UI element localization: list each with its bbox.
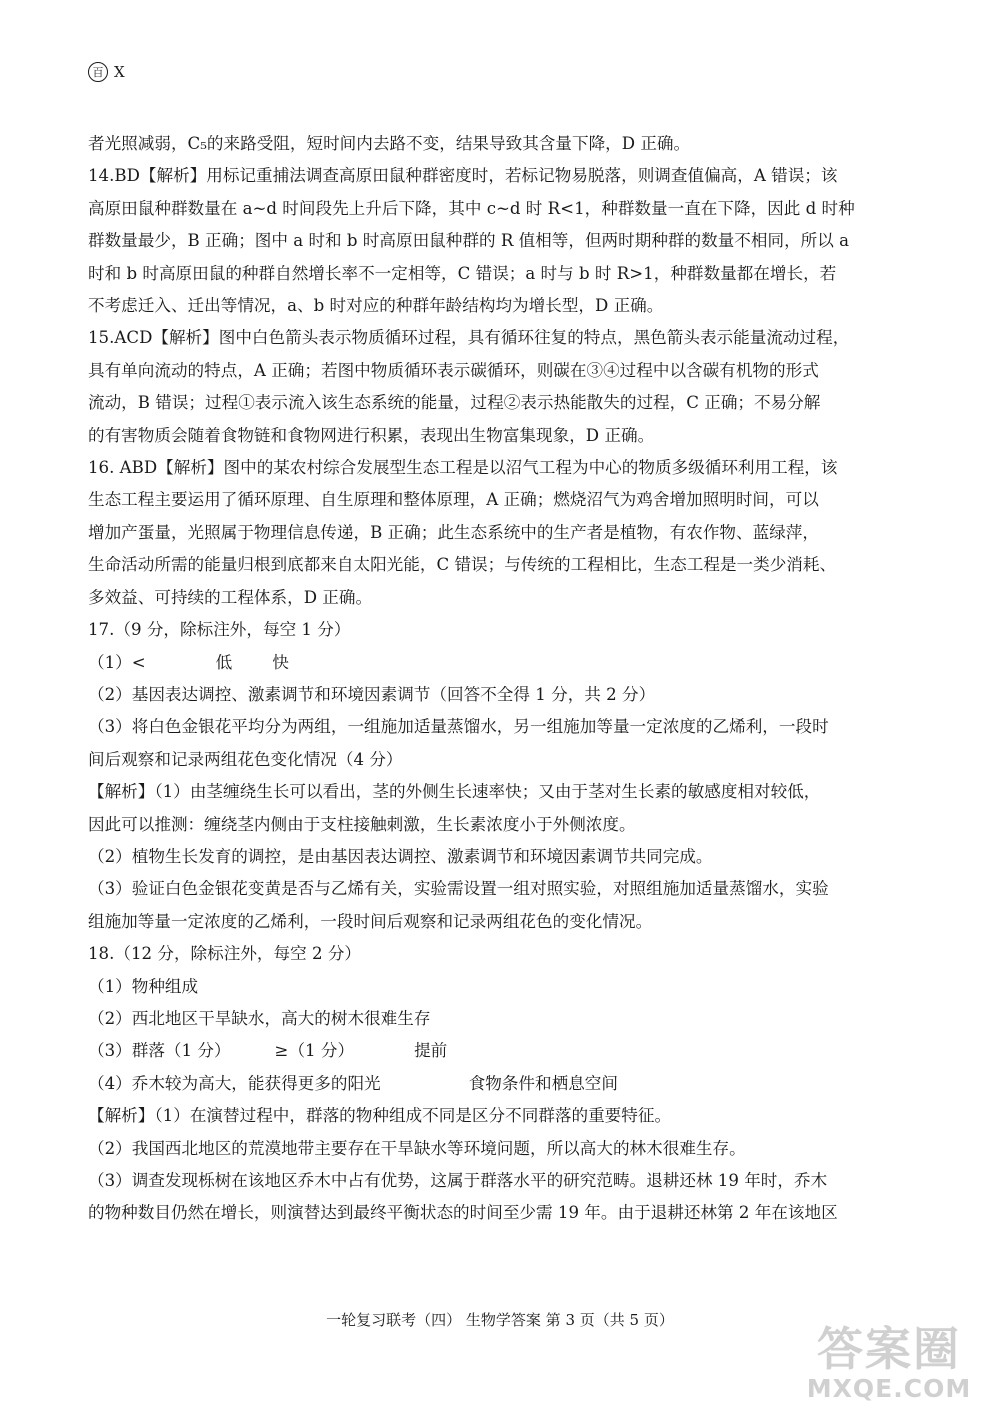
answer-line: （2）基因表达调控、激素调节和环境因素调节（回答不全得 1 分，共 2 分）	[88, 684, 656, 704]
answer-line	[88, 647, 914, 679]
answer-line	[88, 1068, 914, 1100]
watermark-main: 答案圈	[817, 1322, 961, 1376]
answer-part: （4）乔木较为高大，能获得更多的阳光	[88, 1073, 381, 1093]
explanation-line: （2）植物生长发育的调控，是由基因表达调控、激素调节和环境因素调节共同完成。	[88, 846, 713, 866]
text-line: 增加产蛋量，光照属于物理信息传递，B 正确；此生态系统中的生产者是植物，有农作物、蓝绿萍，	[88, 522, 819, 542]
answer-line: （3）将白色金银花平均分为两组，一组施加适量蒸馏水，另一组施加等量一定浓度的乙烯利，一段时	[88, 717, 829, 737]
text-line: 流动，B 错误；过程①表示流入该生态系统的能量，过程②表示热能散失的过程，C 正确；不易分解	[88, 393, 821, 413]
text-line: 不考虑迁入、迁出等情况，a、b 时对应的种群年龄结构均为增长型，D 正确。	[88, 296, 664, 316]
text-line: 高原田鼠种群数量在 a~d 时间段先上升后下降，其中 c~d 时 R<1，种群数量一直在下降，因此 d 时种	[88, 198, 855, 218]
answer-line	[88, 1035, 914, 1067]
explanation-line: 【解析】（1）在演替过程中，群落的物种组成不同是区分不同群落的重要特征。	[88, 1106, 672, 1126]
text-line: 者光照减弱，C₅的来路受阻，短时间内去路不变，结果导致其含量下降，D 正确。	[88, 134, 691, 153]
text-line: 生命活动所需的能量归根到底都来自太阳光能，C 错误；与传统的工程相比，生态工程是一类少消耗、	[88, 555, 837, 575]
text-line: 14.BD【解析】用标记重捕法调查高原田鼠种群密度时，若标记物易脱落，则调查值偏高，A 错误；该	[88, 166, 838, 186]
watermark-sub: MXQE.COM	[806, 1374, 972, 1403]
answer-part: 快	[272, 652, 289, 672]
page-header	[88, 62, 125, 82]
text-line: 16. ABD【解析】图中的某农村综合发展型生态工程是以沼气工程为中心的物质多级循环利用工程，该	[88, 458, 838, 478]
watermark-logo	[804, 1318, 974, 1408]
answer-part: 食物条件和栖息空间	[468, 1073, 618, 1093]
answer-part: 提前	[414, 1041, 448, 1061]
question-heading: 17.（9 分，除标注外，每空 1 分）	[88, 620, 351, 640]
explanation-line: （3）验证白色金银花变黄是否与乙烯有关，实验需设置一组对照实验，对照组施加适量蒸馏水，实验	[88, 879, 829, 899]
page-footer: 一轮复习联考（四） 生物学答案 第 3 页（共 5 页）	[326, 1311, 674, 1329]
explanation-line: （3）调查发现栎树在该地区乔木中占有优势，这属于群落水平的研究范畴。退耕还林 19 年时，乔木	[88, 1171, 828, 1190]
answer-line: （1）物种组成	[88, 976, 199, 996]
text-line: 的有害物质会随着食物链和食物网进行积累，表现出生物富集现象，D 正确。	[88, 425, 655, 445]
explanation-line: （2）我国西北地区的荒漠地带主要存在干旱缺水等环境问题，所以高大的林木很难生存。	[88, 1138, 746, 1158]
question-heading: 18.（12 分，除标注外，每空 2 分）	[88, 944, 362, 964]
text-line: 具有单向流动的特点，A 正确；若图中物质循环表示碳循环，则碳在③④过程中以含碳有机物的形式	[88, 360, 819, 380]
answer-part: 低	[215, 652, 233, 672]
explanation-line: 【解析】（1）由茎缠绕生长可以看出，茎的外侧生长速率快；又由于茎对生长素的敏感度相对较低，	[88, 782, 821, 802]
text-line: 多效益、可持续的工程体系，D 正确。	[88, 587, 373, 607]
explanation-line: 因此可以推测：缠绕茎内侧由于支柱接触刺激，生长素浓度小于外侧浓度。	[88, 814, 636, 834]
text-line: 群数量最少，B 正确；图中 a 时和 b 时高原田鼠种群的 R 值相等，但两时期种群的数量不相同，所以 a	[88, 231, 850, 251]
answer-part: （3）群落（1 分）	[88, 1041, 231, 1061]
header-letter: X	[114, 63, 125, 81]
text-line: 生态工程主要运用了循环原理、自生原理和整体原理，A 正确；燃烧沼气为鸡舍增加照明时间，可以	[88, 490, 819, 510]
circle-badge: 百	[88, 62, 108, 82]
answer-part: ≥（1 分）	[274, 1041, 355, 1061]
answer-line: （2）西北地区干旱缺水，高大的树木很难生存	[88, 1008, 431, 1028]
explanation-line: 组施加等量一定浓度的乙烯利，一段时间后观察和记录两组花色的变化情况。	[88, 911, 653, 931]
text-line: 时和 b 时高原田鼠的种群自然增长率不一定相等，C 错误；a 时与 b 时 R>1，种群数量都在增长，若	[88, 263, 837, 283]
explanation-line: 的物种数目仍然在增长，则演替达到最终平衡状态的时间至少需 19 年。由于退耕还林第 2 年在该地区	[88, 1203, 838, 1223]
answer-line: 间后观察和记录两组花色变化情况（4 分）	[88, 749, 403, 769]
answer-part: （1）<	[88, 652, 146, 672]
answer-content	[88, 128, 914, 1230]
text-line: 15.ACD【解析】图中白色箭头表示物质循环过程，具有循环往复的特点，黑色箭头表示能量流动过程，	[88, 328, 850, 348]
